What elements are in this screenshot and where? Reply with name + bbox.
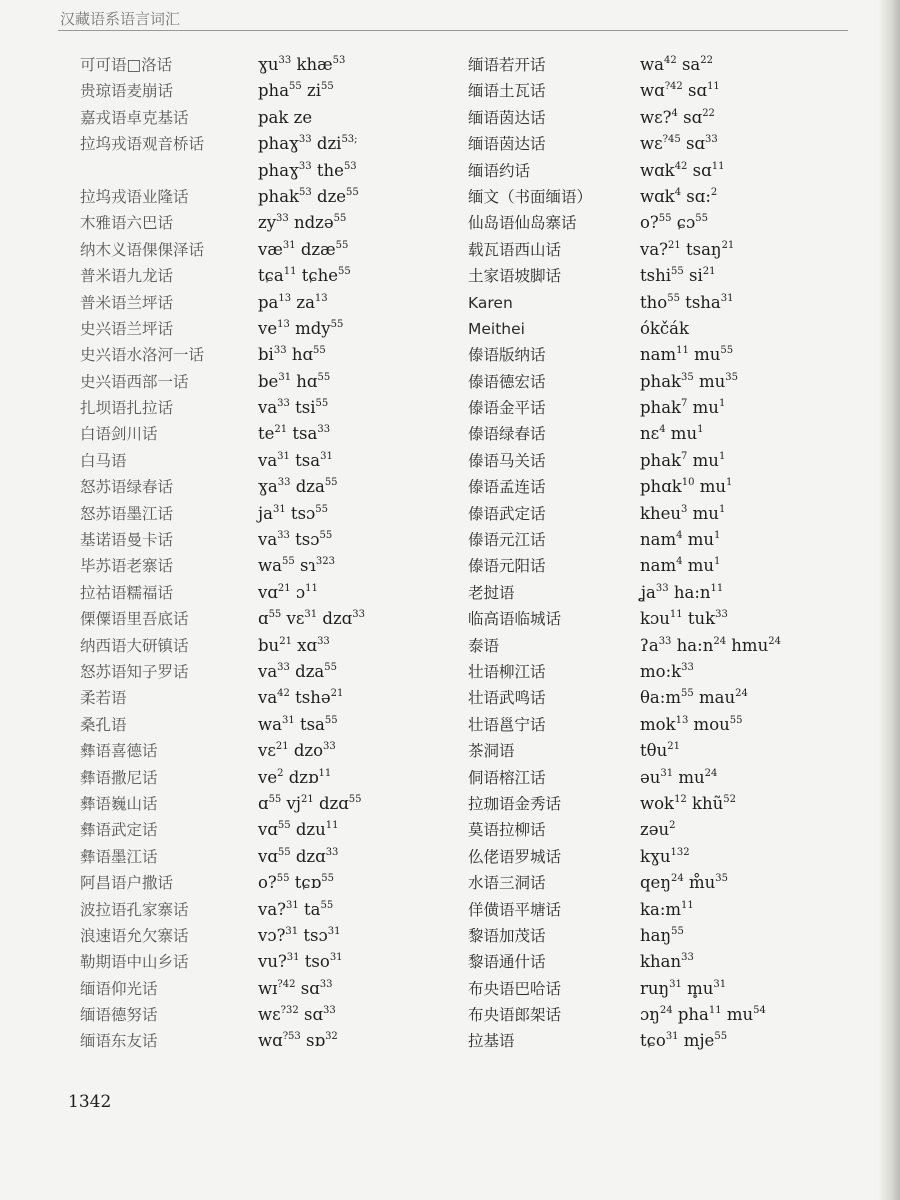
word-form: vɑ$^{55}$ dzu$^{11}$ (258, 820, 339, 840)
word-form: phak$^{53}$ dze$^{55}$ (258, 186, 359, 206)
language-name: 泰语 (468, 636, 500, 655)
language-name: 嘉戎语卓克基话 (80, 108, 189, 127)
language-name: 傈僳语里吾底话 (80, 610, 189, 629)
word-form: $va^{42}$ tshə$^{21}$ (258, 688, 344, 708)
language-name: 拉坞戎语业隆话 (80, 187, 189, 206)
running-head: 汉藏语系语言词汇 (60, 10, 181, 28)
word-form: phaɣ$^{33}$ dzi$^{53;}$ (258, 134, 358, 154)
language-name: Meithei (468, 319, 525, 338)
language-name: 可可语□洛话 (80, 56, 173, 74)
language-name: 纳西语大研镇话 (80, 636, 189, 655)
word-form: phaɣ$^{33}$ the$^{53}$ (258, 160, 357, 180)
language-name: 拉基语 (468, 1032, 515, 1051)
language-name: 傣语马关话 (468, 451, 546, 470)
language-name: 茶洞语 (468, 742, 515, 761)
language-name: 拉坞戎语观音桥话 (80, 135, 205, 154)
language-name: 彝语撒尼话 (80, 768, 158, 787)
word-form: $\theta a:m^{55}$ mau$^{24}$ (640, 688, 748, 708)
language-name: 傣语武定话 (468, 504, 546, 523)
language-name: 波拉语孔家寨话 (80, 900, 189, 919)
word-form: $ve^{13}$ mdy$^{55}$ (258, 318, 344, 338)
word-form: nam$^4$ $mu^1$ (640, 556, 721, 576)
word-form: wɛ?$^4$ sɑ$^{22}$ (640, 107, 715, 127)
word-form: wɑ$^{?42}$ sɑ$^{11}$ (640, 81, 720, 101)
word-form: wɑ$^{?53}$ sɒ$^{32}$ (258, 1031, 338, 1051)
word-form: qeŋ$^{24}$ $m̊u^{35}$ (640, 873, 728, 893)
word-form: phak$^{35}$ $mu^{35}$ (640, 371, 739, 391)
word-form: haŋ$^{55}$ (640, 925, 684, 945)
language-name: 壮语柳江话 (468, 662, 546, 681)
word-form: va?$^{31}$ $ta^{55}$ (258, 899, 334, 919)
word-form: pha$^{55}$ $zi^{55}$ (258, 81, 334, 101)
word-form: zəu$^2$ (640, 820, 676, 840)
language-name: 史兴语兰坪话 (80, 319, 174, 338)
word-form: nɛ$^4$ $mu^1$ (640, 424, 704, 444)
language-name: 普米语兰坪话 (80, 293, 174, 312)
word-form: ʔa$^{33}$ $ha:n^{24}$ hmu$^{24}$ (640, 635, 781, 655)
word-form: $ja^{31}$ tsɔ$^{55}$ (258, 503, 329, 523)
word-form: tho$^{55}$ tsha$^{31}$ (640, 292, 734, 312)
language-name: 缅语若开话 (468, 56, 546, 74)
word-form: $mo:k^{33}$ (640, 661, 694, 681)
word-form: kɣu$^{132}$ (640, 846, 690, 866)
language-name: 水语三洞话 (468, 874, 546, 893)
word-form: $va^{33}$ tsɔ$^{55}$ (258, 530, 333, 550)
language-name: 傣语版纳话 (468, 346, 546, 365)
language-name: 黎语通什话 (468, 953, 546, 972)
word-form: tθu$^{21}$ (640, 741, 680, 761)
word-form: wok$^{12}$ khũ$^{52}$ (640, 793, 737, 813)
right-form-column (640, 52, 781, 1055)
word-form: $væ^{31}$ dzæ$^{55}$ (258, 239, 349, 259)
word-form: $be^{31}$ hɑ$^{55}$ (258, 371, 331, 391)
word-form: vu?$^{31}$ tso$^{31}$ (258, 952, 343, 972)
word-form: ɑ$^{55}$ $vj^{21}$ dzɑ$^{55}$ (258, 793, 362, 813)
language-name: 布央语郎架话 (468, 1006, 562, 1025)
word-form: ɣu$^{33}$ khæ$^{53}$ (258, 55, 346, 74)
language-name: 壮语邕宁话 (468, 715, 546, 734)
word-form: pak ze (258, 107, 313, 127)
language-name: 壮语武鸣话 (468, 689, 546, 708)
language-name: 缅语约话 (468, 161, 531, 180)
language-name: 拉珈语金秀话 (468, 794, 562, 813)
word-form: nam$^4$ $mu^1$ (640, 530, 721, 550)
language-name: 纳木义语倮倮泽话 (80, 240, 205, 259)
word-form: wɪ$^{?42}$ sɑ$^{33}$ (258, 978, 333, 998)
language-name: 傣语绿春话 (468, 425, 546, 444)
word-form: o?$^{55}$ ɕɔ$^{55}$ (640, 213, 708, 233)
word-form: əu$^{31}$ $mu^{24}$ (640, 767, 718, 787)
word-form: wɛ$^{?45}$ sɑ$^{33}$ (640, 134, 718, 154)
word-form: vɑ$^{55}$ dzɑ$^{33}$ (258, 846, 339, 866)
word-form: ʝa$^{33}$ $ha:n^{11}$ (640, 582, 724, 602)
word-form: ókčák (640, 318, 690, 338)
language-name: 傣语孟连话 (468, 478, 546, 497)
word-form: vɔ?$^{31}$ tsɔ$^{31}$ (258, 925, 341, 945)
language-name: 傣语元阳话 (468, 557, 546, 576)
word-form: $pa^{13}$ $za^{13}$ (258, 292, 328, 312)
language-name: 载瓦语西山话 (468, 240, 562, 259)
page-number: 1342 (68, 1092, 112, 1112)
word-form: khan$^{33}$ (640, 952, 694, 972)
word-form: kheu$^3$ $mu^1$ (640, 503, 726, 523)
language-name: 白马语 (80, 451, 127, 470)
language-name: 扎坝语扎拉话 (80, 399, 174, 418)
word-form: vɑ$^{21}$ ɔ$^{11}$ (258, 582, 318, 602)
language-name: 布央语巴哈话 (468, 979, 562, 998)
word-form: ruŋ$^{31}$ $m̥u^{31}$ (640, 978, 727, 998)
language-name: 浪速语允欠寨话 (80, 926, 189, 945)
word-form: $te^{21}$ tsa$^{33}$ (258, 424, 331, 444)
language-name: 普米语九龙话 (80, 267, 174, 286)
language-name: 阿昌语户撒话 (80, 874, 174, 893)
language-name: Karen (468, 293, 513, 312)
language-name: 黎语加茂话 (468, 926, 546, 945)
language-name: 毕苏语老寨话 (80, 557, 174, 576)
word-form: phak$^7$ $mu^1$ (640, 450, 726, 470)
word-form: wɑk$^{42}$ sɑ$^{11}$ (640, 160, 725, 180)
word-form: nam$^{11}$ $mu^{55}$ (640, 345, 734, 365)
language-name: 怒苏语绿春话 (80, 478, 174, 497)
language-name: 桑孔语 (80, 715, 127, 734)
header-rule (58, 30, 848, 31)
word-form: kɔu$^{11}$ tuk$^{33}$ (640, 609, 728, 629)
language-name: 老挝语 (468, 583, 515, 602)
language-name: 莫语拉柳话 (468, 821, 546, 840)
language-name: 傣语元江话 (468, 531, 546, 550)
language-name: 仙岛语仙岛寨话 (468, 214, 577, 233)
language-name: 拉祜语糯福话 (80, 583, 174, 602)
language-name: 勒期语中山乡话 (80, 953, 189, 972)
language-name: 缅语土瓦话 (468, 82, 546, 101)
language-name: 仫佬语罗城话 (468, 847, 562, 866)
language-name: 缅语茵达话 (468, 108, 546, 127)
left-language-column (80, 52, 204, 1055)
language-name: 缅文（书面缅语） (468, 187, 593, 206)
word-form: $wa^{42}$ $sa^{22}$ (640, 55, 713, 74)
language-name: 木雅语六巴话 (80, 214, 174, 233)
language-name: 史兴语西部一话 (80, 372, 189, 391)
language-name: 怒苏语墨江话 (80, 504, 174, 523)
word-form: phak$^7$ $mu^1$ (640, 398, 726, 418)
language-name: 缅语茵达话 (468, 135, 546, 154)
word-form: $va^{33}$ tsi$^{55}$ (258, 398, 329, 418)
language-name: 缅语德努话 (80, 1006, 158, 1025)
word-form: wɑk$^4$ sɑ:$^2$ (640, 186, 718, 206)
page-edge-shadow (878, 0, 900, 1200)
language-name: 柔若语 (80, 689, 127, 708)
word-form: $ve^2$ dzɒ$^{11}$ (258, 767, 332, 787)
language-name: 侗语榕江话 (468, 768, 546, 787)
language-name: 傣语金平话 (468, 399, 546, 418)
language-name: 傣语德宏话 (468, 372, 546, 391)
language-name: 临高语临城话 (468, 610, 562, 629)
language-name: 佯僙语平塘话 (468, 900, 562, 919)
language-name: 彝语武定话 (80, 821, 158, 840)
language-name: 贵琼语麦崩话 (80, 82, 174, 101)
language-name: 基诺语曼卡话 (80, 531, 174, 550)
language-name: 白语剑川话 (80, 425, 158, 444)
word-form: $va^{31}$ tsa$^{31}$ (258, 450, 333, 470)
word-form: tɕa$^{11}$ tɕhe$^{55}$ (258, 266, 351, 286)
word-form: phɑk$^{10}$ $mu^1$ (640, 477, 733, 497)
language-name: 史兴语水洛河一话 (80, 346, 205, 365)
right-language-column (468, 52, 592, 1055)
word-form: $zy^{33}$ ndzə$^{55}$ (258, 213, 347, 233)
word-form: wɛ$^{?32}$ sɑ$^{33}$ (258, 1005, 336, 1025)
word-form: $ka:m^{11}$ (640, 899, 694, 919)
left-form-column (258, 52, 365, 1055)
word-form: tshi$^{55}$ $si^{21}$ (640, 266, 716, 286)
language-name: 彝语巍山话 (80, 794, 158, 813)
word-form: ɑ$^{55}$ vɛ$^{31}$ dzɑ$^{33}$ (258, 609, 365, 629)
word-form: ɣa$^{33}$ dza$^{55}$ (258, 477, 338, 497)
language-name: 缅语东友话 (80, 1032, 158, 1051)
word-form: mok$^{13}$ mou$^{55}$ (640, 714, 743, 734)
word-form: ɔŋ$^{24}$ pha$^{11}$ $mu^{54}$ (640, 1005, 766, 1025)
language-name: 彝语墨江话 (80, 847, 158, 866)
language-name: 彝语喜德话 (80, 742, 158, 761)
word-form: o?$^{55}$ tɕɒ$^{55}$ (258, 873, 334, 893)
language-name (80, 158, 204, 184)
word-form: $wa^{31}$ tsa$^{55}$ (258, 714, 338, 734)
word-form: va?$^{21}$ tsaŋ$^{21}$ (640, 239, 735, 259)
language-name: 怒苏语知子罗话 (80, 662, 189, 681)
word-form: vɛ$^{21}$ dzo$^{33}$ (258, 741, 336, 761)
word-form: $wa^{55}$ sɿ$^{323}$ (258, 556, 335, 576)
word-form: $bu^{21}$ xɑ$^{33}$ (258, 635, 330, 655)
word-form: tɕo$^{31}$ mje$^{55}$ (640, 1031, 728, 1051)
word-form: $va^{33}$ dza$^{55}$ (258, 661, 337, 681)
word-form: $bi^{33}$ hɑ$^{55}$ (258, 345, 326, 365)
language-name: 土家语坡脚话 (468, 267, 562, 286)
language-name: 缅语仰光话 (80, 979, 158, 998)
